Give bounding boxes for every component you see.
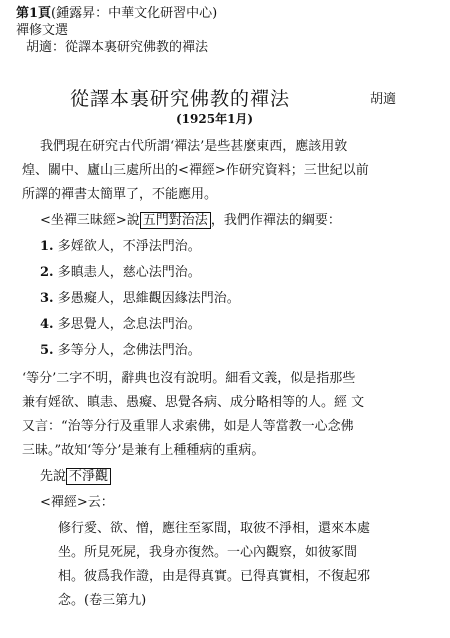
page-number: 第1頁 [16,6,52,21]
quote-line: 修行愛、欲、憎，應往至冢間，取彼不淨相，還來本處 [58,521,371,536]
article-title: 從譯本裏研究佛教的禪法 [70,88,291,110]
intro-line: 煌、關中、廬山三處所出的<禪經>作研究資料；三世紀以前 [22,163,369,178]
quote-line: 相。彼爲我作證，由是得真實。已得真實相，不復起邪 [58,569,371,584]
first-pre: 先說 [40,469,67,484]
list-item [40,316,201,334]
paragraph-line: 兼有婬欲、瞋恚、愚癡、思覺各病、成分略相等的人。經 文 [22,395,365,410]
paragraph-line: 又言：“治等分行及重罪人求索佛，如是人等當教一心念佛 [22,419,354,434]
article-date: (1925年1月) [176,112,254,126]
list-item-number: 1. [40,239,54,254]
list-item-number: 2. [40,265,54,280]
list-item [40,290,240,308]
article-author: 胡適 [370,92,397,107]
first-boxed-term: 不淨觀 [66,468,111,485]
list-item [40,238,201,256]
list-item-number: 4. [40,317,54,332]
list-item [40,342,201,360]
chan-jing-said: <禪經>云： [40,495,114,510]
list-item-number: 3. [40,291,54,306]
paragraph-line: 三昧。”故知‘等分’是兼有上種種病的重病。 [22,443,265,458]
list-item-text: 多等分人，念佛法門治。 [57,343,201,358]
quote-line: 念。(卷三第九) [58,593,147,608]
method-pre: <坐禪三昧經>說 [40,213,140,228]
chapter-title: 胡適：從譯本裏研究佛教的禪法 [26,40,209,55]
method-boxed-term: 五門對治法 [140,212,211,229]
list-item-text: 多思覺人，念息法門治。 [57,317,201,332]
method-line [40,212,341,230]
list-item [40,264,201,282]
collection-title: 禪修文選 [16,23,69,38]
list-item-text: 多瞋恚人，慈心法門治。 [57,265,201,280]
intro-line: 所譯的禪書太簡單了，不能應用。 [22,187,218,202]
method-post: ，我們作禪法的綱要： [210,213,341,228]
list-item-number: 5. [40,343,54,358]
quote-line: 坐。所見死屍，我身亦復然。一心內觀察，如彼冢間 [58,545,358,560]
list-item-text: 多愚癡人，思維觀因緣法門治。 [57,291,240,306]
page-header-line1 [16,6,217,22]
intro-line: 我們現在研究古代所謂‘禪法’是些甚麼東西，應該用敦 [40,139,348,154]
source-info: (鍾露昇：中華文化研習中心) [51,6,218,21]
list-item-text: 多婬欲人，不淨法門治。 [57,239,201,254]
first-topic-line [40,468,111,486]
paragraph-line: ‘等分’二字不明，辭典也沒有說明。細看文義，似是指那些 [22,371,356,386]
